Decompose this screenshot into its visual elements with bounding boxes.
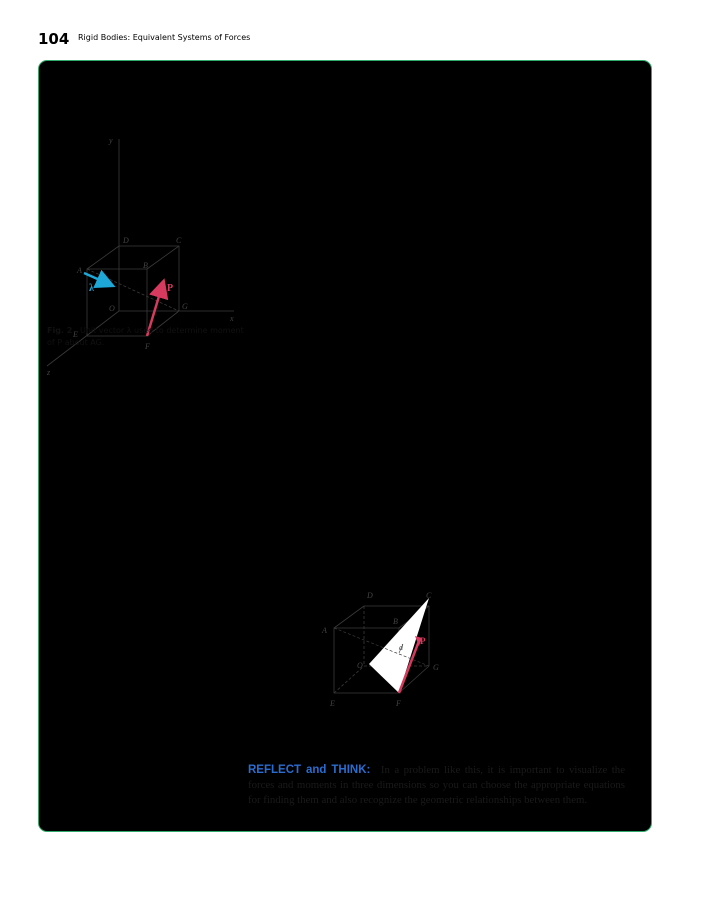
figure-caption bbox=[47, 325, 247, 349]
label-g: G bbox=[182, 302, 188, 311]
label-b: B bbox=[143, 261, 148, 270]
label-o: O bbox=[109, 304, 115, 313]
label-x-axis: x bbox=[230, 314, 234, 323]
fig2-label-a: A bbox=[322, 626, 327, 635]
fig2-label-distance: d bbox=[399, 643, 403, 652]
page-number: 104 bbox=[38, 30, 70, 48]
label-z-axis: z bbox=[47, 368, 51, 377]
reflect-label: REFLECT and THINK: bbox=[248, 764, 371, 776]
label-c: C bbox=[176, 236, 182, 245]
label-a: A bbox=[77, 266, 82, 275]
reflect-text: In a problem like this, it is important to visualize the forces and moments in three dimensions so you can choose the appropriate equations for finding them and also recognize the geometric relationships between them. bbox=[248, 764, 625, 806]
fig2-label-e: E bbox=[330, 699, 335, 708]
fig2-label-o: O bbox=[357, 661, 363, 670]
figure-caption-text: Unit vector λ used to determine moment of P about AG. bbox=[47, 326, 244, 347]
label-p: P bbox=[167, 283, 174, 294]
fig2-label-c: C bbox=[426, 591, 432, 600]
fig2-label-f: F bbox=[396, 699, 401, 708]
figure-unit-vector-cube bbox=[39, 131, 269, 391]
label-d: D bbox=[123, 236, 129, 245]
fig2-label-d: D bbox=[367, 591, 373, 600]
fig2-label-b: B bbox=[393, 617, 398, 626]
figure-caption-number: Fig. 2 bbox=[47, 326, 73, 335]
label-lambda: λ bbox=[89, 283, 94, 294]
fig2-label-p: P bbox=[420, 636, 426, 646]
label-f: F bbox=[145, 342, 150, 351]
running-title: Rigid Bodies: Equivalent Systems of Forces bbox=[78, 33, 251, 42]
figure-perpendicular-distance-cube bbox=[319, 586, 469, 716]
label-y-axis: y bbox=[109, 136, 113, 145]
fig2-label-g: G bbox=[433, 663, 439, 672]
sample-problem-panel bbox=[38, 60, 652, 832]
reflect-and-think bbox=[248, 763, 625, 808]
label-e: E bbox=[73, 330, 78, 339]
